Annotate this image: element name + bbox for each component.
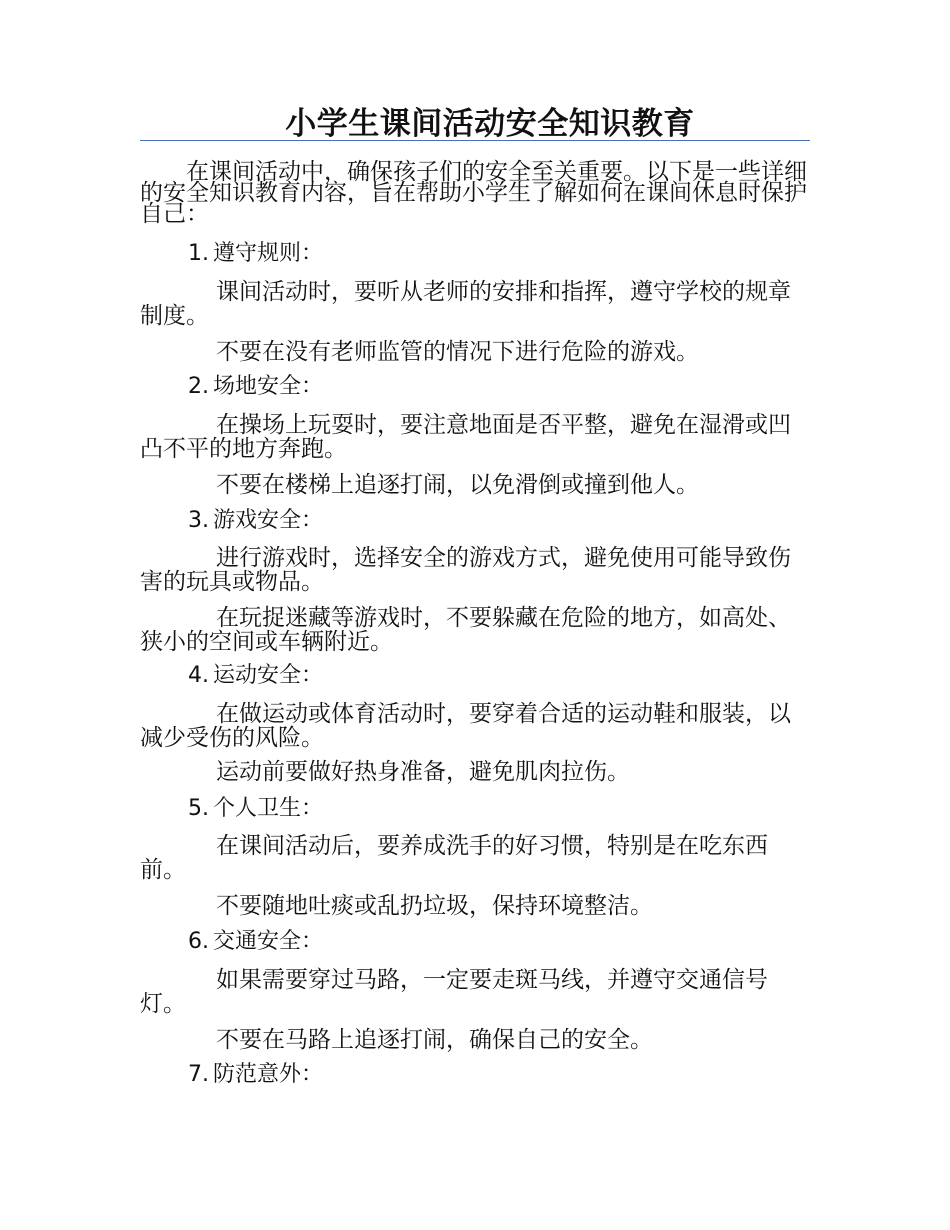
title-underline <box>140 140 810 141</box>
section-number: 1. <box>188 241 209 266</box>
section-title: 运动安全： <box>213 663 324 688</box>
section-heading-2 <box>188 374 323 400</box>
section-2-item-1: 在操场上玩耍时，要注意地面是否平整，避免在湿滑或凹凸不平的地方奔跑。 <box>140 412 791 462</box>
section-1-item-2: 不要在没有老师监管的情况下进行危险的游戏。 <box>216 339 699 365</box>
section-5-item-2: 不要随地吐痰或乱扔垃圾，保持环境整洁。 <box>216 893 653 919</box>
section-title: 防范意外： <box>213 1062 324 1087</box>
section-heading-3 <box>188 508 323 534</box>
section-number: 6. <box>188 929 209 954</box>
section-heading-7 <box>188 1062 323 1088</box>
section-number: 7. <box>188 1062 209 1087</box>
section-1-item-1: 课间活动时，要听从老师的安排和指挥，遵守学校的规章制度。 <box>140 279 791 329</box>
section-6-item-1: 如果需要穿过马路，一定要走斑马线，并遵守交通信号灯。 <box>140 967 768 1017</box>
document-title: 小学生课间活动安全知识教育 <box>285 106 695 142</box>
section-heading-6 <box>188 929 323 955</box>
section-4-item-2: 运动前要做好热身准备，避免肌肉拉伤。 <box>216 759 630 785</box>
section-3-item-1: 进行游戏时，选择安全的游戏方式，避免使用可能导致伤害的玩具或物品。 <box>140 545 791 595</box>
section-heading-4 <box>188 663 323 689</box>
section-title: 个人卫生： <box>213 796 324 821</box>
section-heading-1 <box>188 241 323 267</box>
section-title: 场地安全： <box>213 374 324 399</box>
section-4-item-1: 在做运动或体育活动时，要穿着合适的运动鞋和服装，以减少受伤的风险。 <box>140 701 791 751</box>
intro-paragraph: 在课间活动中，确保孩子们的安全至关重要。以下是一些详细的安全知识教育内容，旨在帮助小学生了解如何在课间休息时保护自己： <box>140 159 807 227</box>
section-number: 5. <box>188 796 209 821</box>
section-title: 遵守规则： <box>213 241 324 266</box>
section-2-item-2: 不要在楼梯上追逐打闹，以免滑倒或撞到他人。 <box>216 472 699 498</box>
section-number: 2. <box>188 374 209 399</box>
section-3-item-2: 在玩捉迷藏等游戏时，不要躲藏在危险的地方，如高处、狭小的空间或车辆附近。 <box>140 605 791 655</box>
section-6-item-2: 不要在马路上追逐打闹，确保自己的安全。 <box>216 1027 653 1053</box>
section-title: 游戏安全： <box>213 508 324 533</box>
section-title: 交通安全： <box>213 929 324 954</box>
section-5-item-1: 在课间活动后，要养成洗手的好习惯，特别是在吃东西前。 <box>140 833 768 883</box>
section-number: 4. <box>188 663 209 688</box>
section-number: 3. <box>188 508 209 533</box>
section-heading-5 <box>188 796 323 822</box>
